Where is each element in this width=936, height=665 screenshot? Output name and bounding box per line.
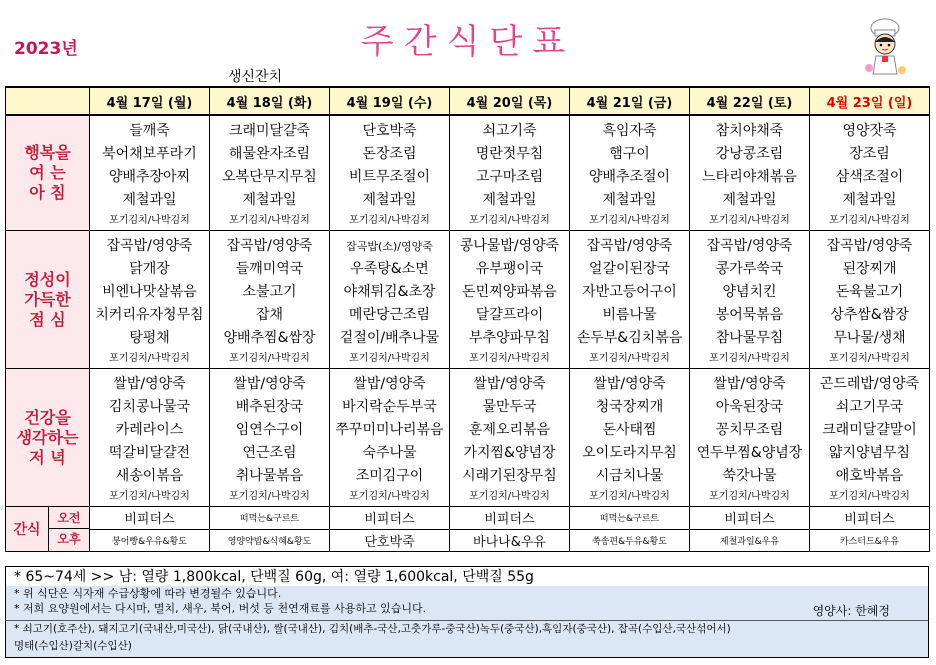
kimchi-item: 포기김치/나박김치 (709, 215, 790, 226)
menu-item: 임연수구이 (235, 422, 304, 438)
kimchi-item: 포기김치/나박김치 (349, 491, 430, 502)
day-header: 4월 22일 (토) (690, 87, 810, 115)
kimchi-item: 포기김치/나박김치 (229, 215, 310, 226)
menu-item: 햄구이 (609, 146, 650, 162)
menu-item: 유부팽이국 (475, 261, 544, 277)
kimchi-item: 포기김치/나박김치 (469, 491, 550, 502)
snack-label: 간식 (13, 522, 41, 538)
kimchi-item: 포기김치/나박김치 (829, 215, 910, 226)
menu-item: 쌀밥/영양죽 (353, 376, 426, 392)
menu-item: 카레라이스 (115, 422, 184, 438)
snack-pm-item: 바나나&우유 (450, 529, 570, 552)
menu-item: 잡곡밥/영양죽 (706, 238, 793, 254)
snack-pm-item: 붕어빵&우유&황도 (90, 529, 210, 552)
menu-item: 참치야채죽 (715, 123, 784, 139)
dinner-cell (90, 369, 210, 507)
menu-item: 물만두국 (482, 399, 537, 415)
menu-item: 쇠고기무국 (835, 399, 904, 415)
footer (5, 566, 929, 658)
breakfast-cell (90, 115, 210, 231)
day-header-row (6, 87, 930, 115)
menu-item: 새송이볶음 (115, 468, 184, 484)
lunch-cell (690, 231, 810, 369)
breakfast-cell (450, 115, 570, 231)
kimchi-item: 포기김치/나박김치 (829, 491, 910, 502)
lunch-cell (330, 231, 450, 369)
snack-pm-item: 영양약밥&식혜&황도 (210, 529, 330, 552)
snack-label-cell (6, 507, 90, 552)
day-header: 4월 20일 (목) (450, 87, 570, 115)
dinner-cell (450, 369, 570, 507)
menu-item: 된장찌개 (842, 261, 897, 277)
kimchi-item: 포기김치/나박김치 (829, 353, 910, 364)
menu-item: 해물완자조림 (228, 146, 311, 162)
day-header: 4월 18일 (화) (210, 87, 330, 115)
lunch-cell (810, 231, 930, 369)
corner-cell (6, 87, 90, 115)
breakfast-cell (210, 115, 330, 231)
lunch-cell (210, 231, 330, 369)
dinner-row (6, 369, 930, 507)
lunch-cell (90, 231, 210, 369)
chef-icon (862, 18, 908, 80)
snack-am-label: 오전 (49, 507, 89, 529)
kimchi-item: 포기김치/나박김치 (349, 353, 430, 364)
menu-item: 양배추조절이 (588, 169, 671, 185)
nutrition-info: * 65~74세 >> 남: 열량 1,800kcal, 단백질 60g, 여: 열량 1,600kcal, 단백질 55g (5, 566, 929, 586)
day-header: 4월 17일 (월) (90, 87, 210, 115)
lunch-cell (450, 231, 570, 369)
snack-am-item: 비피더스 (690, 507, 810, 530)
menu-item: 돈장조림 (362, 146, 417, 162)
menu-item: 시래기된장무침 (462, 468, 557, 484)
menu-item: 무나물/생채 (833, 330, 906, 346)
menu-item: 제철과일 (242, 192, 297, 208)
menu-item: 비름나물 (602, 307, 657, 323)
snack-am-item: 비피더스 (90, 507, 210, 530)
menu-item: 잡곡밥/영양죽 (826, 238, 913, 254)
menu-item: 훈제오리볶음 (468, 422, 551, 438)
menu-item: 크래미달걀죽 (228, 123, 311, 139)
menu-item: 제철과일 (122, 192, 177, 208)
menu-item: 연근조림 (242, 445, 297, 461)
menu-item: 쌀밥/영양죽 (713, 376, 786, 392)
dinner-label-line: 저 녁 (29, 447, 66, 467)
snack-pm-item: 쑥송편&두유&황도 (570, 529, 690, 552)
menu-item: 양배추찜&쌈장 (223, 330, 316, 346)
kimchi-item: 포기김치/나박김치 (109, 353, 190, 364)
breakfast-cell (690, 115, 810, 231)
menu-item: 제철과일 (722, 192, 777, 208)
menu-item: 제철과일 (602, 192, 657, 208)
lunch-label (6, 231, 90, 369)
note-line: * 저희 요양원에서는 다시마, 멸치, 새우, 북어, 버섯 등 천연재료를 사용하고 있습니다. (14, 602, 427, 615)
menu-item: 잡곡밥/영양죽 (586, 238, 673, 254)
origin-line: * 쇠고기(호주산), 돼지고기(국내산,미국산), 닭(국내산), 쌀(국내산), 김치(배추-국산,고춧가루-중국산)녹두(중국산),흑임자(중국산), 잡곡(수입산,국산섞어서) (14, 623, 731, 635)
menu-item: 꽁치무조림 (715, 422, 784, 438)
menu-item: 쌀밥/영양죽 (113, 376, 186, 392)
menu-item: 고구마조림 (475, 169, 544, 185)
menu-item: 잡곡밥/영양죽 (106, 238, 193, 254)
page-title: 주간식단표 (360, 22, 576, 62)
menu-item: 시금치나물 (595, 468, 664, 484)
snack-pm-label: 오후 (49, 529, 89, 550)
menu-item: 콩나물밥/영양죽 (459, 238, 560, 254)
lunch-label-line: 점 심 (29, 309, 66, 329)
menu-item: 닭개장 (129, 261, 170, 277)
menu-item: 치커리유자청무침 (95, 307, 204, 323)
menu-item: 잡곡밥/영양죽 (226, 238, 313, 254)
menu-item: 메란당근조림 (348, 307, 431, 323)
breakfast-label-line: 여 는 (29, 163, 66, 182)
menu-item: 가지찜&양념장 (463, 445, 556, 461)
dinner-cell (570, 369, 690, 507)
menu-item: 콩가루쑥국 (715, 261, 784, 277)
kimchi-item: 포기김치/나박김치 (229, 491, 310, 502)
menu-item: 손두부&김치볶음 (576, 330, 683, 346)
menu-item: 아욱된장국 (715, 399, 784, 415)
menu-item: 비엔나맛살볶음 (102, 284, 197, 300)
menu-item: 쑥갓나물 (722, 468, 777, 484)
kimchi-item: 포기김치/나박김치 (709, 353, 790, 364)
menu-item: 돈육불고기 (835, 284, 904, 300)
menu-item: 제철과일 (482, 192, 537, 208)
menu-item: 탕평채 (129, 330, 170, 346)
dinner-cell (210, 369, 330, 507)
menu-item: 김치콩나물국 (108, 399, 191, 415)
menu-item: 들깨죽 (129, 123, 170, 139)
breakfast-row (6, 115, 930, 231)
menu-item: 크래미달걀말이 (822, 422, 917, 438)
menu-item: 애호박볶음 (835, 468, 904, 484)
dinner-label (6, 369, 90, 507)
dinner-label-line: 건강을 (24, 407, 71, 427)
kimchi-item: 포기김치/나박김치 (109, 491, 190, 502)
menu-item: 배추된장국 (235, 399, 304, 415)
breakfast-label-line: 행복을 (24, 143, 71, 162)
menu-item: 자반고등어구이 (582, 284, 677, 300)
menu-item: 얼갈이된장국 (588, 261, 671, 277)
menu-item: 양념치킨 (722, 284, 777, 300)
snack-am-item: 비피더스 (810, 507, 930, 530)
menu-item: 봉어묵볶음 (715, 307, 784, 323)
menu-item: 제철과일 (362, 192, 417, 208)
lunch-row (6, 231, 930, 369)
note-line: * 위 식단은 식자재 수급상황에 따라 변경될수 있습니다. (14, 587, 282, 600)
snack-am-item: 비피더스 (450, 507, 570, 530)
menu-item: 들깨미역국 (235, 261, 304, 277)
kimchi-item: 포기김치/나박김치 (349, 215, 430, 226)
dinner-cell (690, 369, 810, 507)
origin-line: 명태(수입산)갈치(수입산) (14, 640, 132, 652)
dinner-label-line: 생각하는 (16, 427, 79, 447)
menu-item: 쌀밥/영양죽 (233, 376, 306, 392)
year-label: 2023년 (14, 39, 78, 59)
notes-box (5, 586, 929, 620)
day-header: 4월 19일 (수) (330, 87, 450, 115)
breakfast-cell (810, 115, 930, 231)
menu-item: 오복단무지무침 (222, 169, 317, 185)
day-header-sunday: 4월 23일 (일) (810, 87, 930, 115)
menu-item: 얇지양념무침 (828, 445, 911, 461)
menu-item: 참나물무침 (715, 330, 784, 346)
menu-item: 잡곡밥(소)/영양죽 (346, 240, 433, 253)
kimchi-item: 포기김치/나박김치 (589, 353, 670, 364)
kimchi-item: 포기김치/나박김치 (589, 491, 670, 502)
snack-pm-row (6, 529, 930, 552)
menu-item: 명란젓무침 (475, 146, 544, 162)
snack-am-item: 비피더스 (330, 507, 450, 530)
kimchi-item: 포기김치/나박김치 (589, 215, 670, 226)
kimchi-item: 포기김치/나박김치 (469, 353, 550, 364)
kimchi-item: 포기김치/나박김치 (469, 215, 550, 226)
snack-am-row (6, 507, 930, 530)
menu-item: 연두부찜&양념장 (696, 445, 803, 461)
lunch-label-line: 정성이 (24, 269, 71, 289)
menu-item: 곤드레밥/영양죽 (819, 376, 920, 392)
menu-item: 제철과일 (842, 192, 897, 208)
dinner-cell (810, 369, 930, 507)
menu-item: 상추쌈&쌈장 (830, 307, 909, 323)
menu-item: 바지락순두부국 (342, 399, 437, 415)
menu-item: 쌀밥/영양죽 (593, 376, 666, 392)
snack-pm-item: 카스터드&우유 (810, 529, 930, 552)
menu-item: 떡갈비달걀전 (108, 445, 191, 461)
lunch-cell (570, 231, 690, 369)
menu-item: 느타리야채볶음 (702, 169, 797, 185)
dietitian-name: 영양사: 한혜정 (812, 604, 890, 618)
menu-item: 쌀밥/영양죽 (473, 376, 546, 392)
menu-item: 소불고기 (242, 284, 297, 300)
menu-item: 비트무조절이 (348, 169, 431, 185)
kimchi-item: 포기김치/나박김치 (109, 215, 190, 226)
menu-item: 숙주나물 (362, 445, 417, 461)
breakfast-label (6, 115, 90, 231)
kimchi-item: 포기김치/나박김치 (709, 491, 790, 502)
menu-item: 부추양파무침 (468, 330, 551, 346)
menu-item: 영양잣죽 (842, 123, 897, 139)
menu-item: 취나물볶음 (235, 468, 304, 484)
menu-item: 청국장찌개 (595, 399, 664, 415)
snack-pm-item: 단호박죽 (330, 529, 450, 552)
day-header: 4월 21일 (금) (570, 87, 690, 115)
menu-item: 장조림 (849, 146, 890, 162)
snack-am-item: 떠먹는&구르트 (570, 507, 690, 530)
weekly-menu-table (5, 86, 930, 552)
menu-item: 삼색조절이 (835, 169, 904, 185)
menu-item: 오이도라지무침 (582, 445, 677, 461)
breakfast-label-line: 아 침 (29, 183, 66, 202)
menu-item: 쭈꾸미미나리볶음 (335, 422, 444, 438)
menu-item: 흑임자죽 (602, 123, 657, 139)
breakfast-cell (570, 115, 690, 231)
menu-item: 달걀프라이 (475, 307, 544, 323)
menu-item: 돈사태찜 (602, 422, 657, 438)
menu-item: 돈민찌양파볶음 (462, 284, 557, 300)
menu-item: 야채튀김&초장 (343, 284, 436, 300)
menu-item: 양배추장아찌 (108, 169, 191, 185)
menu-item: 겉절이/배추나물 (339, 330, 440, 346)
menu-item: 북어채보푸라기 (102, 146, 197, 162)
snack-am-item: 떠먹는&구르트 (210, 507, 330, 530)
menu-item: 단호박죽 (362, 123, 417, 139)
menu-item: 강낭콩조림 (715, 146, 784, 162)
menu-item: 우족탕&소면 (350, 261, 429, 277)
kimchi-item: 포기김치/나박김치 (229, 353, 310, 364)
menu-item: 조미김구이 (355, 468, 424, 484)
birthday-note: 생신잔치 (228, 69, 283, 85)
menu-item: 잡채 (255, 307, 284, 323)
snack-pm-item: 제철과일&우유 (690, 529, 810, 552)
menu-item: 쇠고기죽 (482, 123, 537, 139)
lunch-label-line: 가득한 (24, 289, 71, 309)
dinner-cell (330, 369, 450, 507)
breakfast-cell (330, 115, 450, 231)
origin-box (5, 620, 929, 658)
